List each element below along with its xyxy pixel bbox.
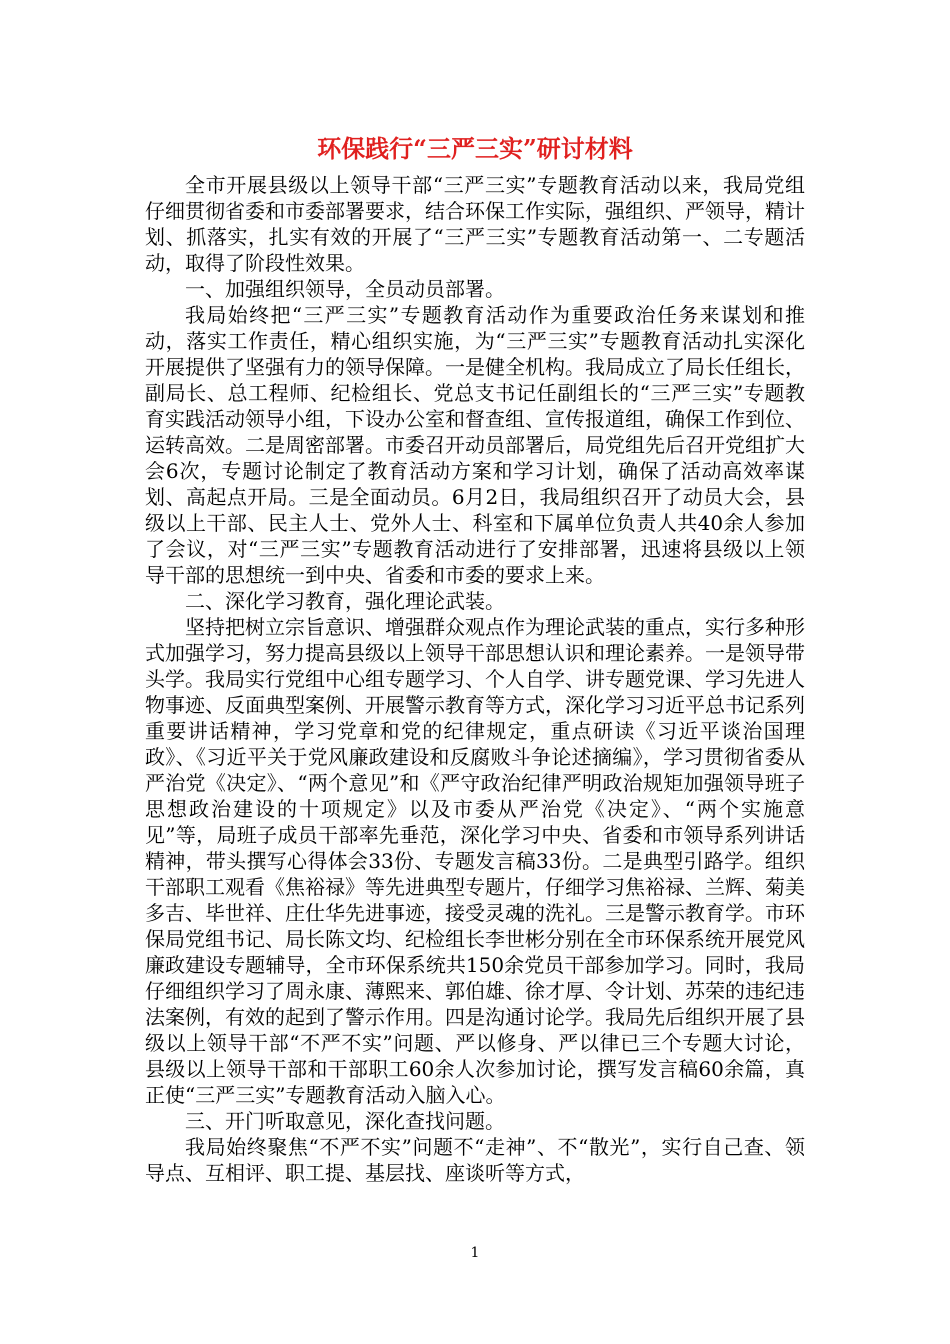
section-heading-2: 二、深化学习教育，强化理论武装。 <box>185 589 505 613</box>
document-body <box>145 172 805 1186</box>
paragraph-section-2: 坚持把树立宗旨意识、增强群众观点作为理论武装的重点，实行多种形式加强学习，努力提高县级以上领导干部思想认识和理论素养。一是领导带头学。我局实行党组中心组专题学习、个人自学、讲专题党课、学习先进人物事迹、反面典型案例、开展警示教育等方式，深化学习习近平总书记系列重要讲话精神，学习党章和党的纪律规定，重点研读《习近平谈治国理政》、《习近平关于党风廉政建设和反腐败斗争论述摘编》，学习贯彻省委从严治党《决定》、“两个意见”和《严守政治纪律严明政治规矩加强领导班子思想政治建设的十项规定》以及市委从严治党《决定》、“两个实施意见”等，局班子成员干部率先垂范，深化学习中央、省委和市领导系列讲话精神，带头撰写心得体会33份、专题发言稿33份。二是典型引路学。组织干部职工观看《焦裕禄》等先进典型专题片，仔细学习焦裕禄、兰辉、菊美多吉、毕世祥、庄仕华先进事迹，接受灵魂的洗礼。三是警示教育学。市环保局党组书记、局长陈文均、纪检组长李世彬分别在全市环保系统开展党风廉政建设专题辅导，全市环保系统共150余党员干部参加学习。同时，我局仔细组织学习了周永康、薄熙来、郭伯雄、徐才厚、令计划、苏荣的违纪违法案例，有效的起到了警示作用。四是沟通讨论学。我局先后组织开展了县级以上领导干部“不严不实”问题、严以修身、严以律已三个专题大讨论，县级以上领导干部和干部职工60余人次参加讨论，撰写发言稿60余篇，真正使“三严三实”专题教育活动入脑入心。 <box>145 615 805 1107</box>
section-heading-3: 三、开门听取意见，深化查找问题。 <box>185 1109 505 1133</box>
paragraph-section-3: 我局始终聚焦“不严不实”问题不“走神”、不“散光”，实行自己查、领导点、互相评、职工提、基层找、座谈听等方式， <box>145 1135 805 1185</box>
document-title: 环保践行“三严三实”研讨材料 <box>317 134 633 163</box>
page-number: 1 <box>470 1245 480 1261</box>
paragraph-intro: 全市开展县级以上领导干部“三严三实”专题教育活动以来，我局党组仔细贯彻省委和市委部署要求，结合环保工作实际，强组织、严领导，精计划、抓落实，扎实有效的开展了“三严三实”专题教育活动第一、二专题活动，取得了阶段性效果。 <box>145 173 805 275</box>
section-heading-1: 一、加强组织领导，全员动员部署。 <box>185 277 505 301</box>
paragraph-section-1: 我局始终把“三严三实”专题教育活动作为重要政治任务来谋划和推动，落实工作责任，精心组织实施，为“三严三实”专题教育活动扎实深化开展提供了坚强有力的领导保障。一是健全机构。我局成立了局长任组长，副局长、总工程师、纪检组长、党总支书记任副组长的“三严三实”专题教育实践活动领导小组，下设办公室和督查组、宣传报道组，确保工作到位、运转高效。二是周密部署。市委召开动员部署后，局党组先后召开党组扩大会6次，专题讨论制定了教育活动方案和学习计划，确保了活动高效率谋划、高起点开局。三是全面动员。6月2日，我局组织召开了动员大会，县级以上干部、民主人士、党外人士、科室和下属单位负责人共40余人参加了会议，对“三严三实”专题教育活动进行了安排部署，迅速将县级以上领导干部的思想统一到中央、省委和市委的要求上来。 <box>145 303 805 587</box>
